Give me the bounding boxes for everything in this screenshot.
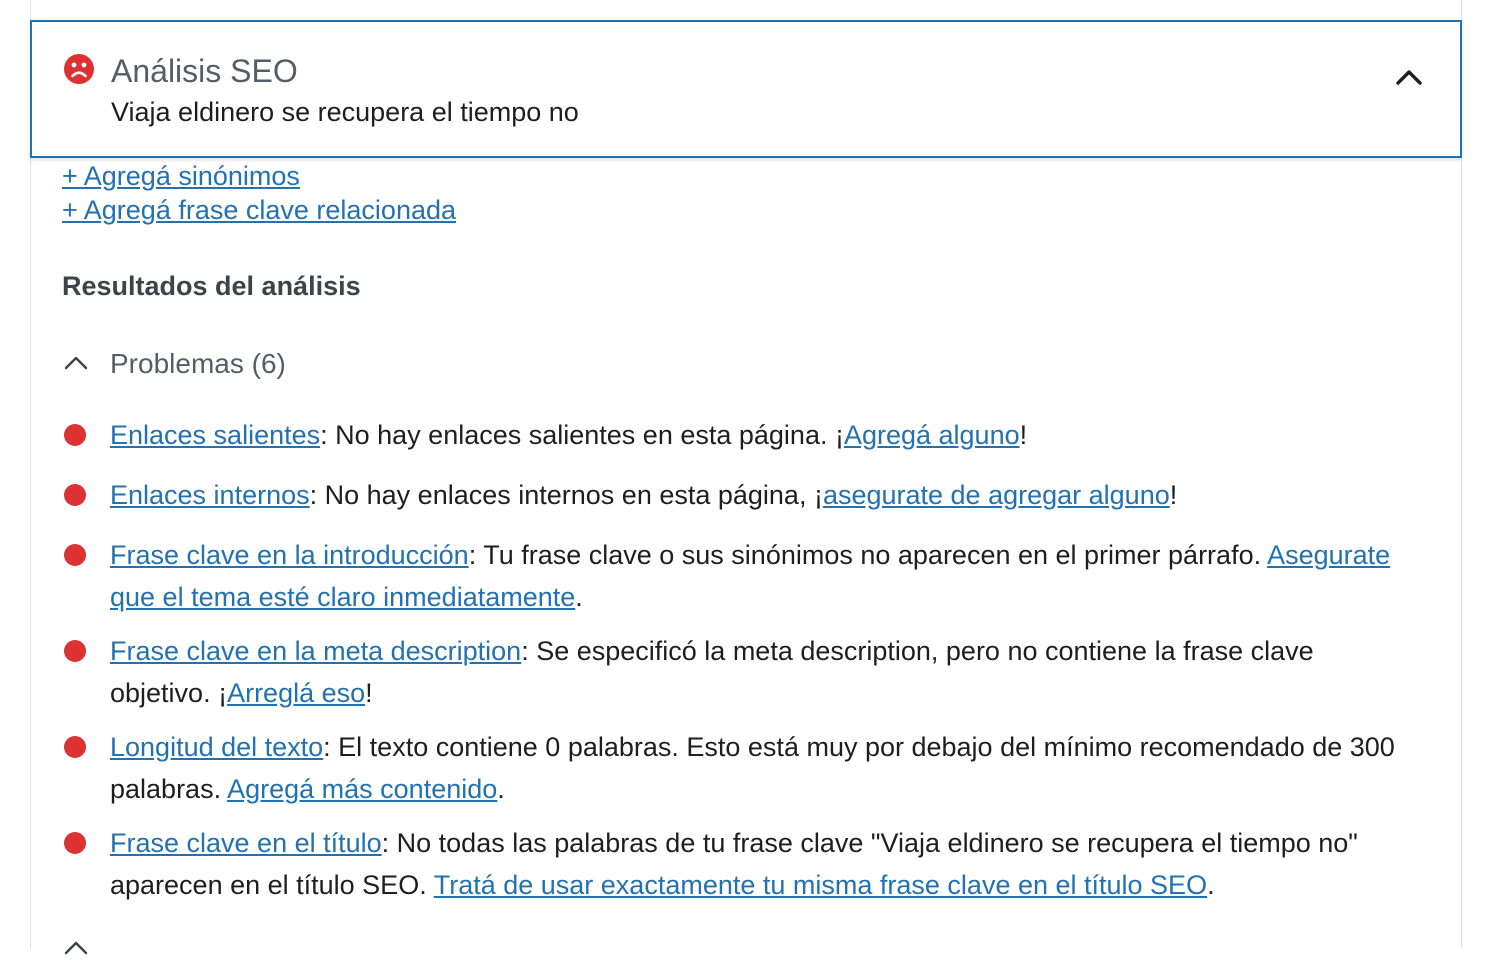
result-action-link[interactable]: Tratá de usar exactamente tu misma frase clave en el título SEO	[433, 870, 1208, 900]
chevron-up-icon[interactable]	[1389, 62, 1429, 92]
next-section-toggle[interactable]	[62, 930, 362, 960]
seo-analysis-header[interactable]	[30, 20, 1462, 158]
error-bullet-icon	[64, 484, 86, 506]
result-text: Enlaces internos: No hay enlaces internos en esta página, ¡asegurate de agregar alguno!	[110, 480, 1178, 510]
error-bullet-icon	[64, 736, 86, 758]
error-bullet-icon	[64, 424, 86, 446]
error-bullet-icon	[64, 544, 86, 566]
result-text: Frase clave en el título: No todas las palabras de tu frase clave "Viaja eldinero se recupera el tiempo no" aparecen en el título SEO. Tratá de usar exactamente tu misma frase clave en el título SEO.	[110, 828, 1358, 900]
result-text: Enlaces salientes: No hay enlaces salientes en esta página. ¡Agregá alguno!	[110, 420, 1028, 450]
result-title-link[interactable]: Longitud del texto	[110, 732, 324, 762]
result-text: Frase clave en la meta description: Se especificó la meta description, pero no contiene la frase clave objetivo. ¡Arreglá eso!	[110, 636, 1314, 708]
add-synonyms-link[interactable]: + Agregá sinónimos	[62, 161, 300, 191]
chevron-up-icon	[62, 353, 90, 373]
result-text: Longitud del texto: El texto contiene 0 palabras. Esto está muy por debajo del mínimo recomendado de 300 palabras. Agregá más contenido.	[110, 732, 1395, 804]
chevron-up-icon	[62, 938, 90, 958]
result-action-link[interactable]: asegurate de agregar alguno	[822, 480, 1170, 510]
result-action-link[interactable]: Asegurate que el tema esté claro inmediatamente	[110, 540, 1391, 612]
error-bullet-icon	[64, 832, 86, 854]
result-title-link[interactable]: Frase clave en el título	[110, 828, 382, 858]
result-text: Frase clave en la introducción: Tu frase clave o sus sinónimos no aparecen en el primer párrafo. Asegurate que el tema esté claro inmediatamente.	[110, 540, 1391, 612]
result-action-link[interactable]: Arreglá eso	[227, 678, 366, 708]
sad-face-icon	[63, 53, 95, 85]
problems-toggle[interactable]	[62, 345, 362, 385]
results-heading: Resultados del análisis	[62, 271, 361, 301]
problems-label: Problemas (6)	[110, 348, 286, 379]
result-title-link[interactable]: Enlaces internos	[110, 480, 310, 510]
result-title-link[interactable]: Frase clave en la introducción	[110, 540, 469, 570]
result-action-link[interactable]: Agregá alguno	[843, 420, 1020, 450]
focus-keyphrase: Viaja eldinero se recupera el tiempo no	[111, 97, 579, 127]
add-related-keyphrase-link[interactable]: + Agregá frase clave relacionada	[62, 195, 457, 225]
result-title-link[interactable]: Frase clave en la meta description	[110, 636, 522, 666]
header-title: Análisis SEO	[111, 53, 298, 89]
result-action-link[interactable]: Agregá más contenido	[227, 774, 498, 804]
result-title-link[interactable]: Enlaces salientes	[110, 420, 321, 450]
error-bullet-icon	[64, 640, 86, 662]
